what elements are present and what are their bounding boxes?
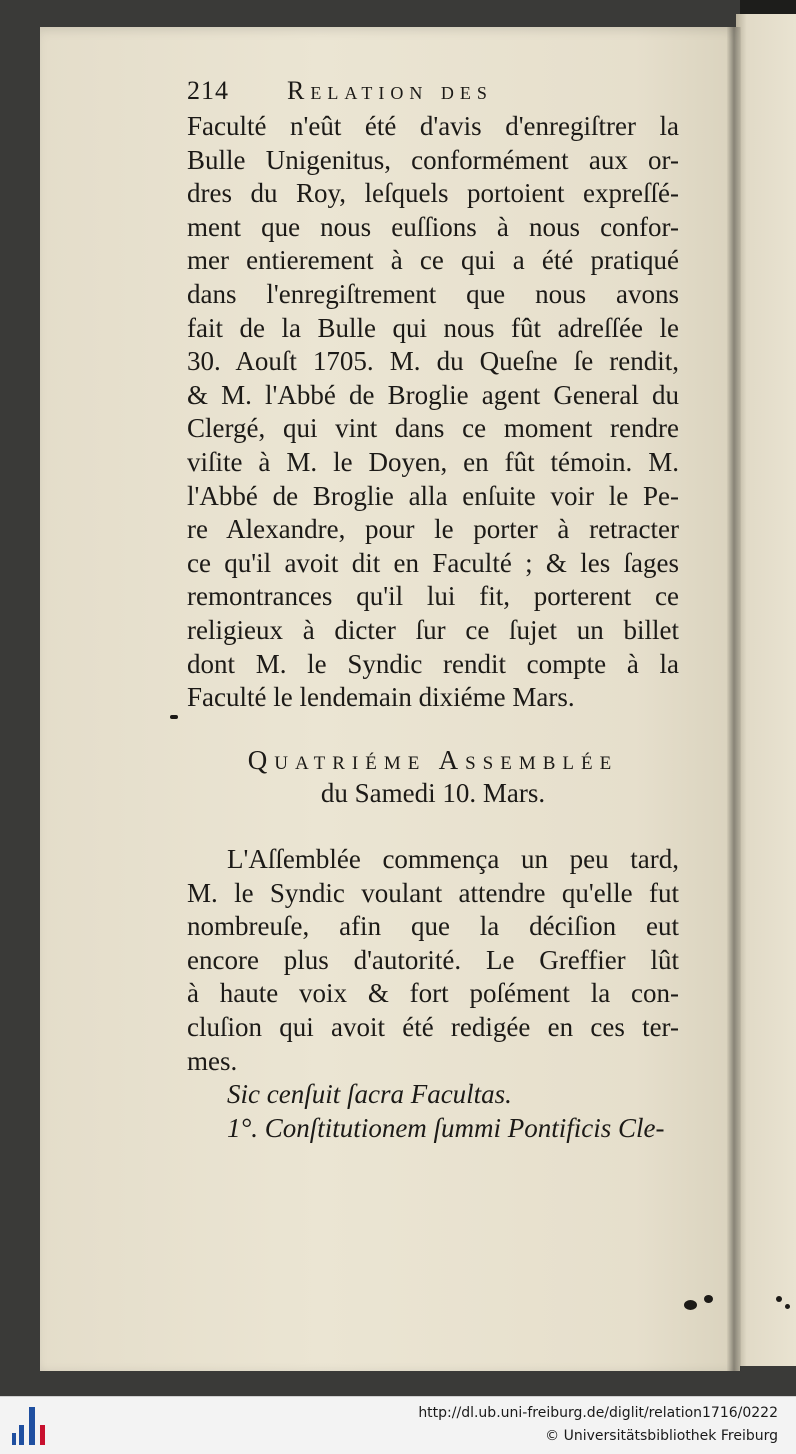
text-line: encore plus d'autorité. Le Greffier lût: [187, 944, 679, 975]
text-line: nombreuſe, afin que la déciſion eut: [187, 911, 679, 942]
text-line: L'Aſſemblée commença un peu tard,: [227, 844, 679, 874]
section-title: Quatriéme Aſſemblée: [247, 745, 619, 775]
text-line: dont M. le Syndic rendit compte à la: [187, 648, 679, 679]
page-header: [187, 76, 587, 106]
page-number: 214: [187, 76, 229, 105]
document-url[interactable]: http://dl.ub.uni-freiburg.de/diglit/relation1716/0222: [418, 1405, 778, 1421]
body-paragraph-2: [187, 843, 679, 1145]
text-line: Bulle Unigenitus, conformément aux or-: [187, 144, 679, 175]
running-title: Relation des: [287, 76, 493, 105]
latin-line: 1°. Conſtitutionem ſummi Pontificis Cle-: [227, 1112, 665, 1143]
text-line: remontrances qu'il lui fit, porterent ce: [187, 581, 679, 612]
copyright-notice: © Universitätsbibliothek Freiburg: [545, 1428, 778, 1444]
margin-mark: [170, 715, 178, 719]
text-line: 30. Aouſt 1705. M. du Queſne ſe rendit,: [187, 346, 679, 377]
text-line: & M. l'Abbé de Broglie agent General du: [187, 379, 679, 410]
text-line: Faculté n'eût été d'avis d'enregiſtrer la: [187, 111, 679, 141]
text-line: dres du Roy, leſquels portoient expreſſé-: [187, 178, 679, 209]
text-line: religieux à dicter ſur ce ſujet un billet: [187, 614, 679, 645]
viewer-footer: [0, 1396, 796, 1454]
text-line: cluſion qui avoit été redigée en ces ter-: [187, 1011, 679, 1042]
section-subtitle: du Samedi 10. Mars.: [320, 778, 546, 808]
ink-blot: [704, 1295, 713, 1303]
text-line: M. le Syndic voulant attendre qu'elle fut: [187, 877, 679, 908]
text-line: à haute voix & fort poſément la con-: [187, 978, 679, 1009]
text-line: ce qu'il avoit dit en Faculté ; & les ſages: [187, 547, 679, 578]
text-line: Clergé, qui vint dans ce moment rendre: [187, 413, 679, 444]
facing-page-edge: [736, 14, 796, 1366]
text-line: re Alexandre, pour le porter à retracter: [187, 514, 679, 545]
ink-speck: [785, 1304, 790, 1309]
text-line: l'Abbé de Broglie alla enſuite voir le Pe-: [187, 480, 679, 511]
text-line: Faculté le lendemain dixiéme Mars.: [187, 682, 575, 713]
text-line: mes.: [187, 1045, 238, 1076]
text-line: mer entierement à ce qui a été pratiqué: [187, 245, 679, 276]
text-line: fait de la Bulle qui nous fût adreſſée le: [187, 312, 679, 343]
text-line: viſite à M. le Doyen, en fût témoin. M.: [187, 446, 679, 477]
ink-blot: [684, 1300, 697, 1310]
text-line: dans l'enregiſtrement que nous avons: [187, 278, 679, 309]
body-paragraph-1: [187, 110, 679, 715]
page-gutter-shadow: [727, 27, 741, 1371]
library-logo-icon: [12, 1405, 52, 1447]
ink-speck: [776, 1296, 782, 1302]
latin-line: Sic cenſuit ſacra Facultas.: [227, 1079, 512, 1110]
text-line: ment que nous euſſions à nous confor-: [187, 211, 679, 242]
